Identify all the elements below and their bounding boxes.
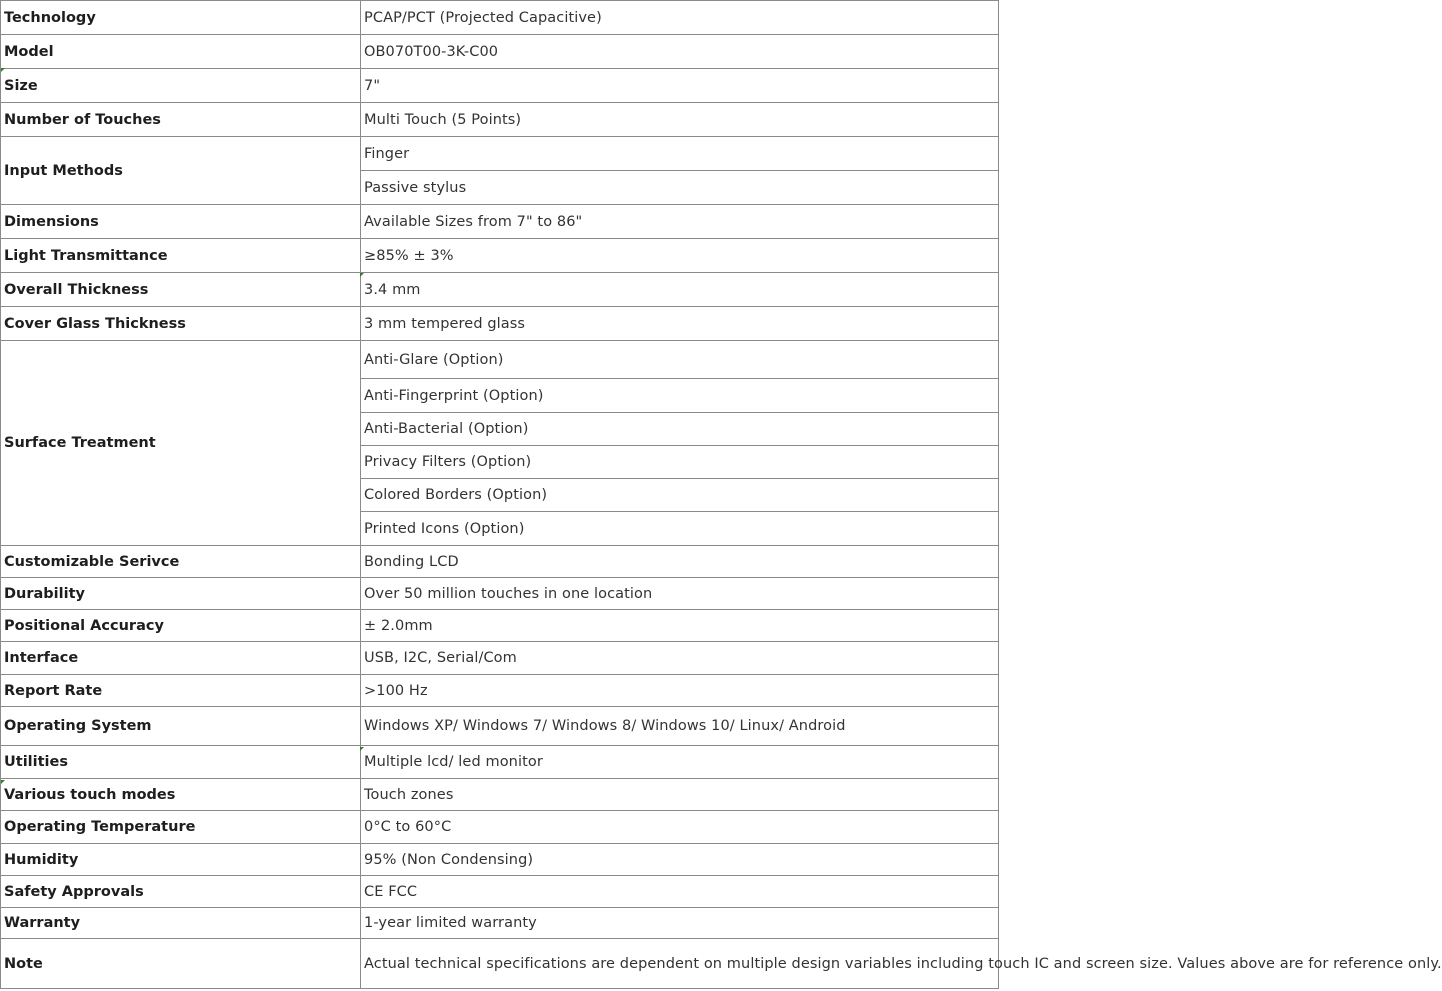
spec-value: Printed Icons (Option) bbox=[361, 512, 999, 546]
table-row bbox=[1, 239, 999, 273]
spec-label: Size bbox=[1, 69, 361, 103]
spec-label: Warranty bbox=[1, 908, 361, 939]
spec-value: >100 Hz bbox=[361, 675, 999, 707]
spec-value: Colored Borders (Option) bbox=[361, 479, 999, 512]
spec-value: Multi Touch (5 Points) bbox=[361, 103, 999, 137]
spec-value: Actual technical specifications are dependent on multiple design variables including touch IC and screen size. Values above are for reference only. bbox=[361, 939, 999, 989]
spec-label: Report Rate bbox=[1, 675, 361, 707]
spec-value: Anti-Glare (Option) bbox=[361, 341, 999, 379]
cell-marker-icon bbox=[1, 68, 5, 72]
spec-value: Passive stylus bbox=[361, 171, 999, 205]
spec-label: Durability bbox=[1, 578, 361, 610]
spec-value: OB070T00-3K-C00 bbox=[361, 35, 999, 69]
table-row bbox=[1, 546, 999, 578]
table-row bbox=[1, 341, 999, 379]
table-row bbox=[1, 779, 999, 811]
spec-label: Various touch modes bbox=[1, 779, 361, 811]
spec-label: Overall Thickness bbox=[1, 273, 361, 307]
table-row bbox=[1, 811, 999, 844]
table-row bbox=[1, 939, 999, 989]
spec-value: 95% (Non Condensing) bbox=[361, 844, 999, 876]
spec-label: Model bbox=[1, 35, 361, 69]
spec-value: Anti-Bacterial (Option) bbox=[361, 413, 999, 446]
spec-label: Operating System bbox=[1, 707, 361, 746]
spec-value: 1-year limited warranty bbox=[361, 908, 999, 939]
table-row bbox=[1, 876, 999, 908]
spec-value: ≥85% ± 3% bbox=[361, 239, 999, 273]
cell-marker-icon bbox=[1, 780, 5, 784]
spec-value: 0°C to 60°C bbox=[361, 811, 999, 844]
spec-label: Positional Accuracy bbox=[1, 610, 361, 642]
table-row bbox=[1, 69, 999, 103]
table-row bbox=[1, 675, 999, 707]
table-row bbox=[1, 610, 999, 642]
table-row bbox=[1, 205, 999, 239]
spec-label: Light Transmittance bbox=[1, 239, 361, 273]
table-row bbox=[1, 642, 999, 675]
table-row bbox=[1, 1, 999, 35]
table-row bbox=[1, 844, 999, 876]
table-row bbox=[1, 273, 999, 307]
table-row bbox=[1, 908, 999, 939]
spec-value: 3.4 mm bbox=[361, 273, 999, 307]
spec-label: Surface Treatment bbox=[1, 341, 361, 546]
spec-value: USB, I2C, Serial/Com bbox=[361, 642, 999, 675]
spec-label: Humidity bbox=[1, 844, 361, 876]
spec-value: 3 mm tempered glass bbox=[361, 307, 999, 341]
table-row bbox=[1, 35, 999, 69]
spec-label: Safety Approvals bbox=[1, 876, 361, 908]
spec-value: 7" bbox=[361, 69, 999, 103]
cell-marker-icon bbox=[360, 747, 364, 751]
spec-value: Over 50 million touches in one location bbox=[361, 578, 999, 610]
spec-label: Number of Touches bbox=[1, 103, 361, 137]
spec-value: Bonding LCD bbox=[361, 546, 999, 578]
spec-value: Anti-Fingerprint (Option) bbox=[361, 379, 999, 413]
spec-label: Customizable Serivce bbox=[1, 546, 361, 578]
table-row bbox=[1, 707, 999, 746]
spec-value: Multiple lcd/ led monitor bbox=[361, 746, 999, 779]
spec-value: ± 2.0mm bbox=[361, 610, 999, 642]
spec-label: Input Methods bbox=[1, 137, 361, 205]
spec-label: Technology bbox=[1, 1, 361, 35]
table-row bbox=[1, 746, 999, 779]
table-row bbox=[1, 137, 999, 171]
spec-value: Available Sizes from 7" to 86" bbox=[361, 205, 999, 239]
table-row bbox=[1, 578, 999, 610]
spec-label: Utilities bbox=[1, 746, 361, 779]
spec-label: Cover Glass Thickness bbox=[1, 307, 361, 341]
spec-value: Windows XP/ Windows 7/ Windows 8/ Windows 10/ Linux/ Android bbox=[361, 707, 999, 746]
spec-value: PCAP/PCT (Projected Capacitive) bbox=[361, 1, 999, 35]
spec-label: Note bbox=[1, 939, 361, 989]
table-row bbox=[1, 307, 999, 341]
spec-label: Interface bbox=[1, 642, 361, 675]
spec-value: Privacy Filters (Option) bbox=[361, 446, 999, 479]
cell-marker-icon bbox=[360, 273, 364, 277]
table-row bbox=[1, 103, 999, 137]
spec-value: Finger bbox=[361, 137, 999, 171]
spec-value: CE FCC bbox=[361, 876, 999, 908]
spec-label: Dimensions bbox=[1, 205, 361, 239]
spec-label: Operating Temperature bbox=[1, 811, 361, 844]
spec-value: Touch zones bbox=[361, 779, 999, 811]
